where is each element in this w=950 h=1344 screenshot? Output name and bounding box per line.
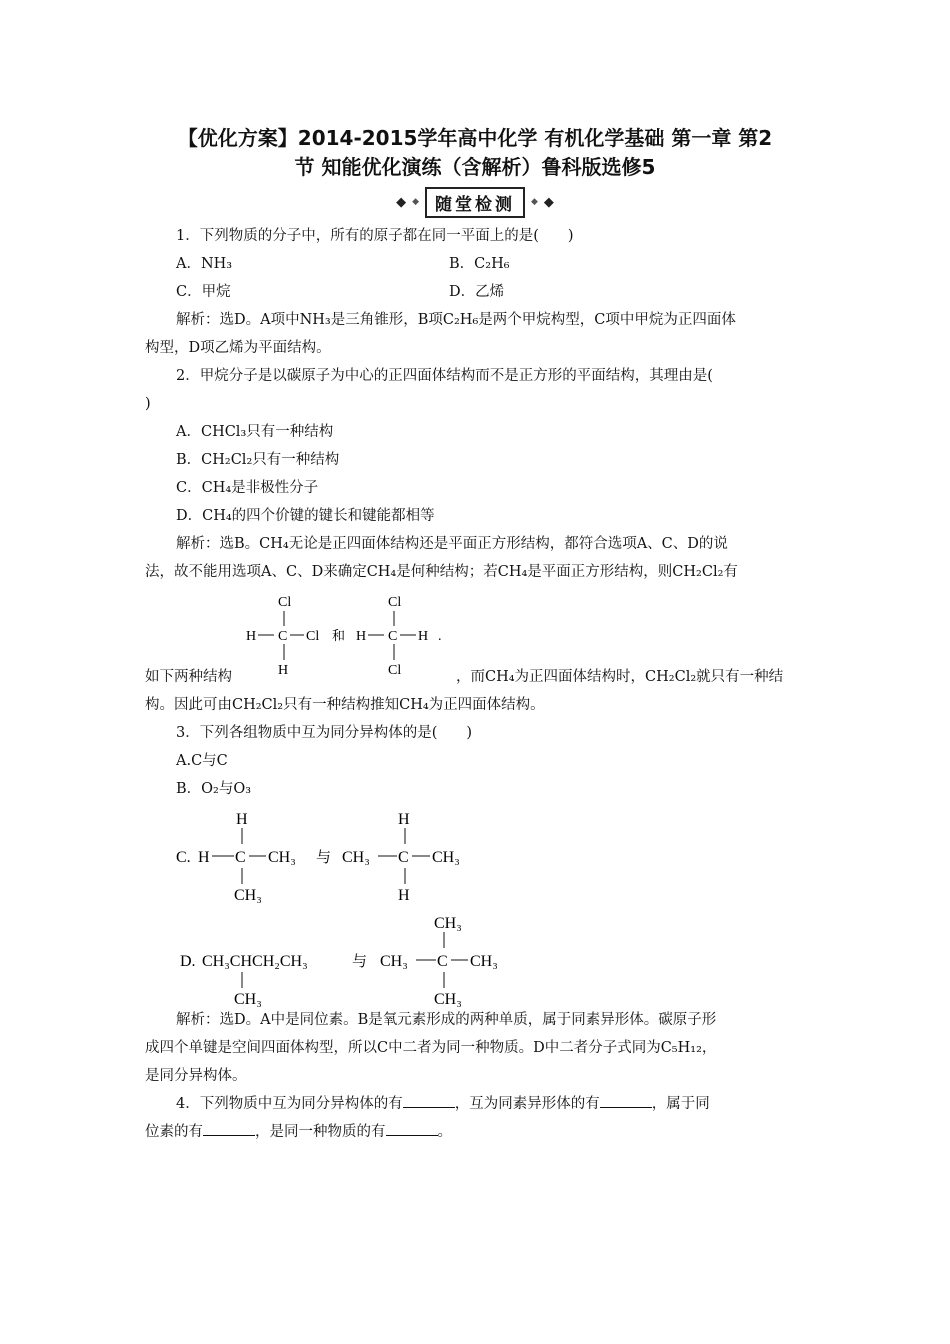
q2-option-c: C．CH₄是非极性分子 <box>176 480 319 496</box>
q2-option-b: B．CH₂Cl₂只有一种结构 <box>176 452 340 468</box>
d-left-branch-ch3: CH₃ <box>234 991 262 1008</box>
q3-option-b: B．O₂与O₃ <box>176 781 252 797</box>
section-banner <box>0 187 950 217</box>
d-right-left-ch3: CH₃ <box>380 953 408 970</box>
q1-analysis-2: 构型，D项乙烯为平面结构。 <box>145 340 331 356</box>
diamond-icon: ◆ <box>543 194 554 210</box>
q1-option-d: D．乙烯 <box>449 284 505 300</box>
q3-option-a: A.C与C <box>176 753 228 769</box>
section-label: 随堂检测 <box>425 187 525 218</box>
diamond-icon: ◆ <box>396 194 407 210</box>
q2-stem-2: ) <box>145 396 151 412</box>
c-left-center-c: C <box>235 849 246 866</box>
c-left-bottom-ch3: CH₃ <box>234 887 262 904</box>
q2-analysis-3a: 如下两种结构 <box>145 669 232 685</box>
c-with: 与 <box>316 850 332 866</box>
struct1-left-h: H <box>246 629 257 644</box>
d-right-center-c: C <box>437 953 448 970</box>
document-title <box>150 124 800 182</box>
c-right-center-c: C <box>398 849 409 866</box>
small-diamond-icon: ◆ <box>531 197 538 207</box>
c-right-top-h: H <box>398 811 410 828</box>
small-diamond-icon: ◆ <box>412 197 419 207</box>
d-right-right-ch3: CH₃ <box>470 953 498 970</box>
d-left-chain: CH₃CHCH₂CH₃ <box>202 953 308 970</box>
q3-option-c-structures <box>176 806 486 906</box>
q4-line-1 <box>176 1090 841 1118</box>
struct-and: 和 <box>332 628 346 643</box>
struct1-bottom-h: H <box>278 663 289 678</box>
struct2-top-cl: Cl <box>388 595 402 610</box>
struct2-left-h: H <box>356 629 367 644</box>
q2-analysis-1: 解析：选B。CH₄无论是正四面体结构还是平面正方形结构，都符合选项A、C、D的说 <box>176 536 728 552</box>
q4-line-2 <box>145 1118 810 1146</box>
q2-analysis-2: 法，故不能用选项A、C、D来确定CH₄是何种结构；若CH₄是平面正方形结构，则CH₂Cl₂有 <box>145 564 738 580</box>
q4-text-1a: 4．下列物质中互为同分异构体的有 <box>176 1096 403 1112</box>
q4-blank-isomers[interactable] <box>403 1093 455 1108</box>
q4-blank-same-substance[interactable] <box>386 1121 438 1136</box>
d-right-top-ch3: CH₃ <box>434 915 462 932</box>
q4-text-1b: ，互为同素异形体的有 <box>454 1096 600 1112</box>
c-left-left-h: H <box>198 849 210 866</box>
struct1-right-cl: Cl <box>306 629 320 644</box>
q3-stem: 3．下列各组物质中互为同分异构体的是( ) <box>176 725 473 741</box>
q3-analysis-2: 成四个单键是空间四面体构型，所以C中二者为同一种物质。D中二者分子式同为C₅H₁₂， <box>145 1040 717 1056</box>
struct2-center-c: C <box>388 629 398 644</box>
q1-stem: 1．下列物质的分子中，所有的原子都在同一平面上的是( ) <box>176 228 574 244</box>
q4-text-2c: 。 <box>437 1124 452 1140</box>
q1-option-a: A．NH₃ <box>176 256 233 272</box>
q3-d-label: D. <box>180 953 196 970</box>
q3-analysis-3: 是同分异构体。 <box>145 1068 247 1084</box>
q3-c-label: C. <box>176 849 191 866</box>
c-left-right-ch3: CH₃ <box>268 849 296 866</box>
q3-option-d-structures <box>176 910 516 1010</box>
struct2-right-h: H <box>418 629 429 644</box>
q2-option-d: D．CH₄的四个价键的键长和键能都相等 <box>176 508 435 524</box>
q2-option-a: A．CHCl₃只有一种结构 <box>176 424 334 440</box>
title-line-2: 节 知能优化演练（含解析）鲁科版选修5 <box>294 155 656 179</box>
q3-analysis-1: 解析：选D。A中是同位素。B是氧元素形成的两种单质，属于同素异形体。碳原子形 <box>176 1012 717 1028</box>
title-line-1: 【优化方案】2014-2015学年高中化学 有机化学基础 第一章 第2 <box>177 126 773 150</box>
q4-blank-allotropes[interactable] <box>600 1093 652 1108</box>
q1-option-c: C．甲烷 <box>176 284 231 300</box>
c-right-bottom-h: H <box>398 887 410 904</box>
struct2-bottom-cl: Cl <box>388 663 402 678</box>
c-right-right-ch3: CH₃ <box>432 849 460 866</box>
q2-analysis-4: 构。因此可由CH₂Cl₂只有一种结构推知CH₄为正四面体结构。 <box>145 697 545 713</box>
q1-analysis-1: 解析：选D。A项中NH₃是三角锥形，B项C₂H₆是两个甲烷构型，C项中甲烷为正四面体 <box>176 312 736 328</box>
q2-analysis-3b: ，而CH₄为正四面体结构时，CH₂Cl₂就只有一种结 <box>456 669 784 685</box>
q1-option-b: B．C₂H₆ <box>449 256 510 272</box>
q4-blank-isotopes[interactable] <box>203 1121 255 1136</box>
q4-text-2b: ，是同一种物质的有 <box>255 1124 386 1140</box>
c-left-top-h: H <box>236 811 248 828</box>
q4-text-2a: 位素的有 <box>145 1124 203 1140</box>
q2-stem-1: 2．甲烷分子是以碳原子为中心的正四面体结构而不是正方形的平面结构，其理由是( <box>176 368 713 384</box>
d-right-bottom-ch3: CH₃ <box>434 991 462 1008</box>
c-right-left-ch3: CH₃ <box>342 849 370 866</box>
q4-text-1c: ，属于同 <box>651 1096 710 1112</box>
struct1-center-c: C <box>278 629 288 644</box>
struct-dot: . <box>438 629 442 644</box>
struct1-top-cl: Cl <box>278 595 292 610</box>
d-with: 与 <box>352 954 368 970</box>
